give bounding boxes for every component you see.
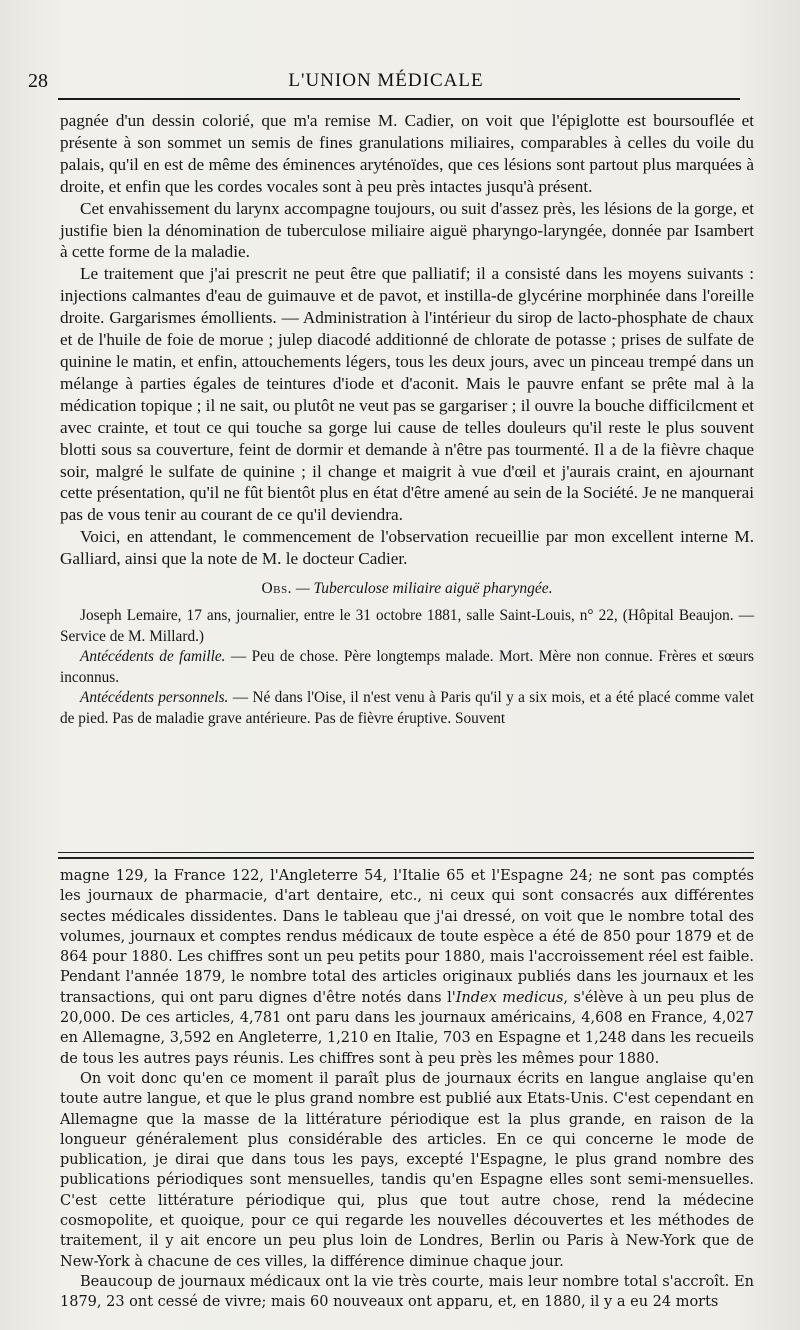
paragraph-continuation: pagnée d'un dessin colorié, que m'a remise M. Cadier, on voit que l'épiglotte est boursouflée et présente à son sommet un semis de fines granulations miliaires, comparables à celles du voile du palais, qu'il en est de même des éminences aryténoïdes, que ces lésions sont partout plus marquées à droite, et enfin que les cordes vocales sont à peu près intactes jusqu'à présent.	[60, 111, 754, 196]
observation-heading	[60, 578, 754, 600]
paragraph-observation-intro: Voici, en attendant, le commencement de l'observation recueillie par mon excellent interne M. Galliard, ainsi que la note de M. le docteur Cadier.	[60, 527, 754, 569]
section-divider	[58, 852, 754, 859]
patient-intro: Joseph Lemaire, 17 ans, journalier, entre le 31 octobre 1881, salle Saint-Louis, n° 22, (Hôpital Beaujon. — Service de M. Millard.)	[60, 606, 754, 645]
observation-body	[60, 606, 754, 730]
feuilleton-column	[60, 866, 754, 1313]
statistics-text-a: magne 129, la France 122, l'Angleterre 54, l'Italie 65 et l'Espagne 24; ne sont pas comptés les journaux de pharmacie, d'art dentaire, etc., ni ceux qui sont consacrés aux différentes sectes médicales dissidentes. Dans le tableau que j'ai dressé, on voit que le nombre total des volumes, journaux et comptes rendus médicaux de toute espèce a été de 850 pour 1879 et de 864 pour 1880. Les chiffres sont un peu petits pour 1880, mais l'accroissement réel est faible. Pendant l'année 1879, le nombre total des articles originaux publiés dans les journaux et les transactions, qui ont paru dignes d'être notés dans l'	[60, 868, 754, 1006]
statistics-text-b: , s'élève à un peu plus de 20,000. De ces articles, 4,781 ont paru dans les journaux américains, 4,608 en France, 4,027 en Allemagne, 3,592 en Angleterre, 1,210 en Italie, 703 en Espagne et 1,248 dans les recueils de tous les autres pays réunis. Les chiffres sont à peu près les mêmes pour 1880.	[60, 989, 754, 1067]
family-history-text: — Peu de chose. Père longtemps malade. Mort. Mère non connue. Frères et sœurs inconnus.	[60, 648, 754, 686]
index-medicus-title: Index medicus	[455, 989, 564, 1006]
family-history	[60, 647, 754, 688]
personal-history-text: — Né dans l'Oise, il n'est venu à Paris qu'il y a six mois, et a été placé comme valet de pied. Pas de maladie grave antérieure. Pas de fièvre éruptive. Souvent	[60, 689, 754, 727]
journal-title: L'UNION MÉDICALE	[288, 70, 484, 91]
observation-label: Obs.	[261, 580, 292, 598]
page-header	[28, 66, 744, 96]
page-number: 28	[28, 70, 48, 92]
paragraph-statistics	[60, 866, 754, 1069]
personal-history	[60, 688, 754, 729]
header-rule	[58, 98, 740, 100]
paragraph-larynx: Cet envahissement du larynx accompagne toujours, ou suit d'assez près, les lésions de la gorge, et justifie bien la dénomination de tuberculose miliaire aiguë pharyngo-laryngée, donnée par Isambert à cette forme de la maladie.	[60, 198, 754, 262]
family-history-label: Antécédents de famille.	[80, 648, 226, 666]
personal-history-label: Antécédents personnels.	[80, 689, 229, 707]
main-text-column	[60, 110, 754, 730]
paragraph-languages: On voit donc qu'en ce moment il paraît plus de journaux écrits en langue anglaise qu'en toute autre langue, et que le plus grand nombre est publié aux Etats-Unis. C'est cependant en Allemagne que la masse de la littérature périodique est la plus grande, en raison de la longueur généralement plus considérable des articles. En ce qui concerne le mode de publication, je dirai que dans tous les pays, excepté l'Espagne, le plus grand nombre des publications périodiques sont mensuelles, tandis qu'en Espagne elles sont semi-mensuelles. C'est cette littérature périodique qui, plus que tout autre chose, rend la médecine cosmopolite, et quoique, pour ce qui regarde les nouvelles découvertes et les méthodes de traitement, il y ait encore un peu plus loin de Londres, Berlin ou Paris à New-York que de New-York à chacune de ces villes, la différence diminue chaque jour.	[60, 1070, 754, 1270]
paragraph-lifespan: Beaucoup de journaux médicaux ont la vie très courte, mais leur nombre total s'accroît. En 1879, 23 ont cessé de vivre; mais 60 nouveaux ont apparu, et, en 1880, il y a eu 24 morts	[60, 1273, 754, 1311]
paragraph-treatment: Le traitement que j'ai prescrit ne peut être que palliatif; il a consisté dans les moyens suivants : injections calmantes d'eau de guimauve et de pavot, et instilla-de glycérine morphinée dans l'oreille droite. Gargarismes émollients. — Administration à l'intérieur du sirop de lacto-phosphate de chaux et de l'huile de foie de morue ; julep diacodé additionné de chlorate de potasse ; prises de sulfate de quinine le matin, et enfin, attouchements légers, tous les deux jours, avec un pinceau trempé dans un mélange à parties égales de teintures d'iode et d'aconit. Mais le pauvre enfant se prête mal à la médication topique ; il ne sait, ou plutôt ne veut pas se gargariser ; il ouvre la bouche difficilcment et avec crainte, et tout ce qui touche sa gorge lui cause de telles douleurs qu'il reste le plus souvent blotti sous sa couverture, feint de dormir et demande à n'être pas tourmenté. Il a de la fièvre chaque soir, malgré le sulfate de quinine ; il change et maigrit à vue d'œil et j'aurais craint, en ajournant cette présentation, qu'il ne fût bientôt plus en état d'être amené au sein de la Société. Je ne manquerai pas de vous tenir au courant de ce qu'il deviendra.	[60, 264, 754, 525]
observation-title: — Tuberculose miliaire aiguë pharyngée.	[295, 580, 553, 598]
